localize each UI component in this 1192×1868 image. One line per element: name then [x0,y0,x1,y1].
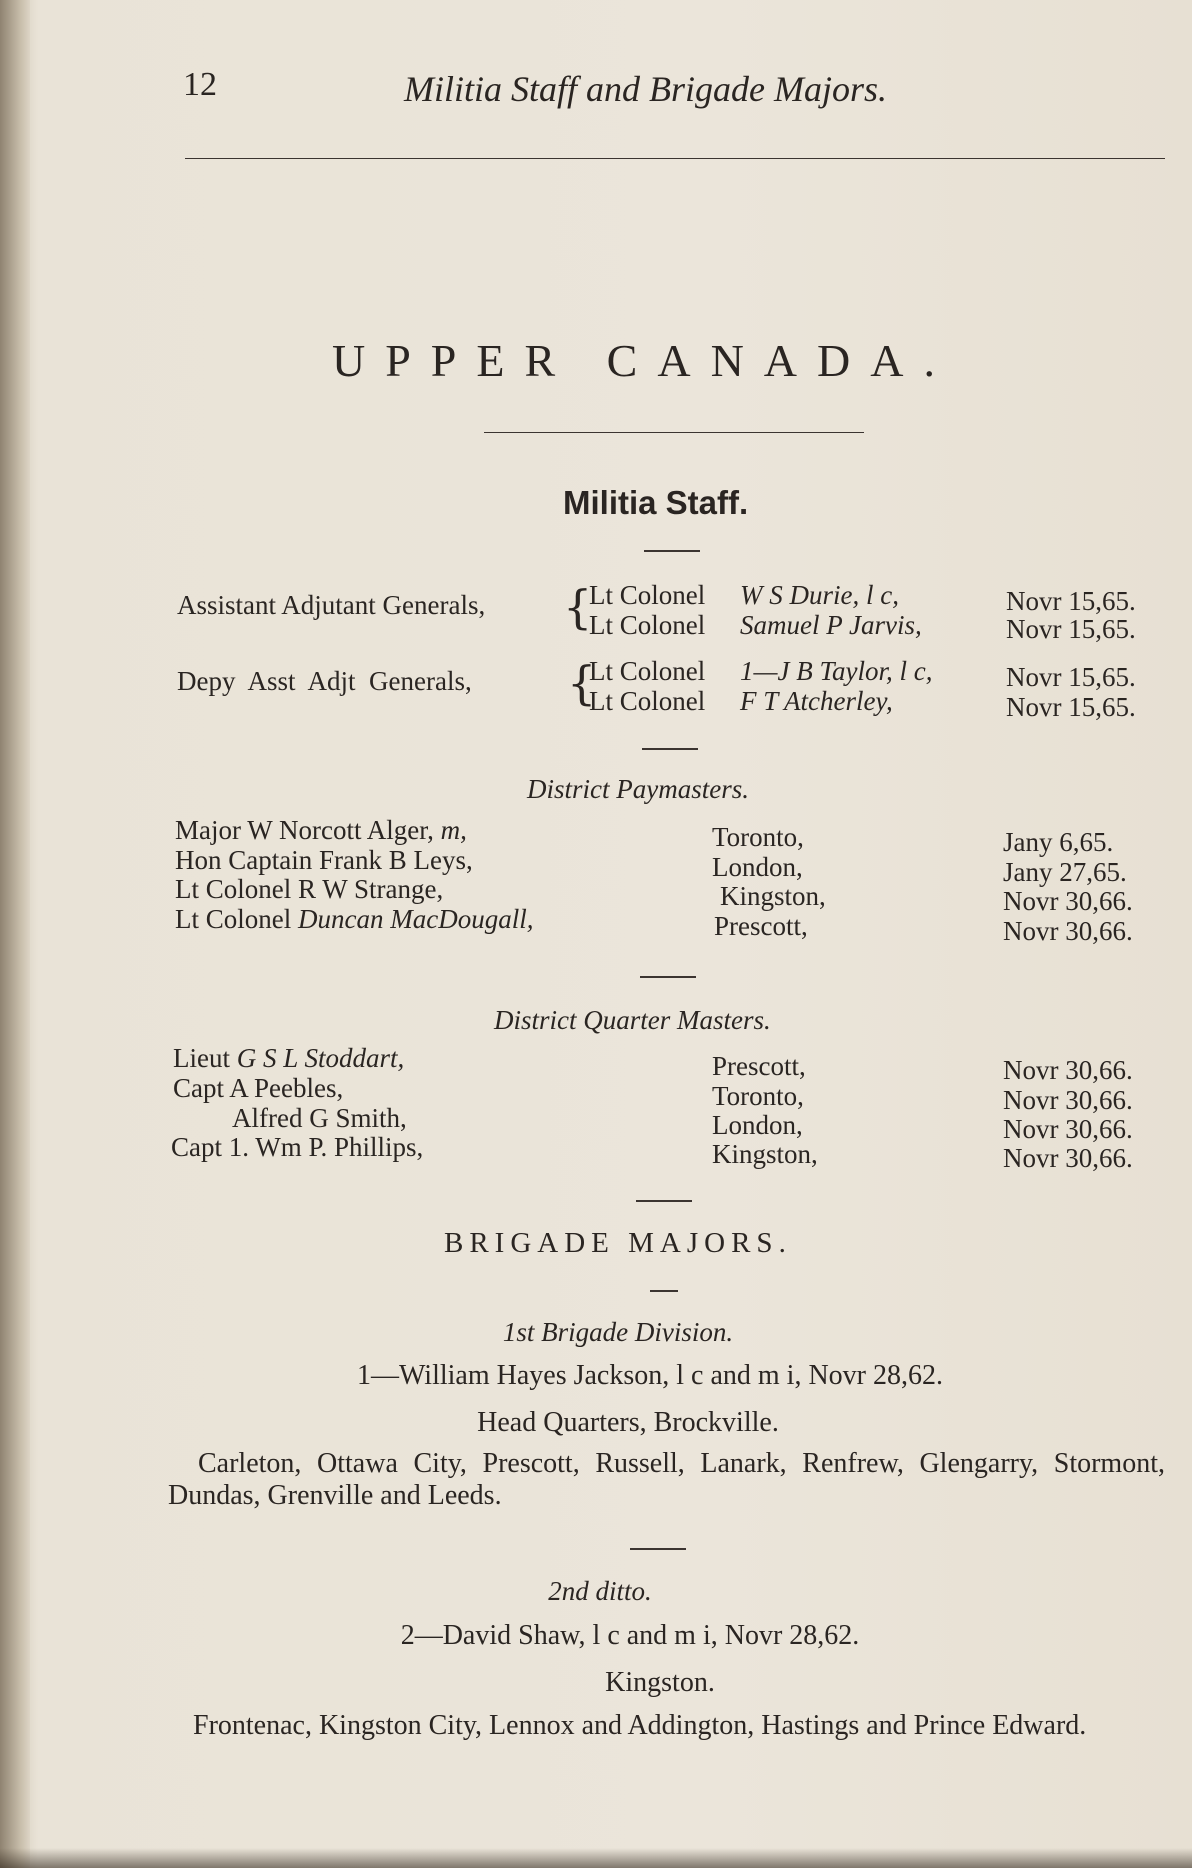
division-officer: 2—David Shaw, l c and m i, Novr 28,62. [400,1620,860,1651]
paymaster-name: Lt Colonel Duncan MacDougall, [175,904,534,934]
quarter-master-name: Alfred G Smith, [232,1103,407,1133]
quarter-master-place: London, [712,1110,803,1140]
quarter-master-date: Novr 30,66. [1003,1055,1133,1085]
role-label: Depy Asst Adjt Generals, [177,666,472,696]
quarter-master-place: Toronto, [712,1081,804,1111]
staff-rank: Lt Colonel [589,686,706,716]
role-label: Assistant Adjutant Generals, [177,590,486,620]
short-rule [642,748,698,750]
quarter-master-date: Novr 30,66. [1003,1085,1133,1115]
section-heading-paymasters: District Paymasters. [527,774,749,804]
staff-date: Novr 15,65. [1006,662,1136,692]
paymaster-place: Toronto, [712,822,804,852]
paymaster-date: Novr 30,66. [1003,886,1133,916]
page-edge-shadow [0,1848,1192,1868]
quarter-master-date: Novr 30,66. [1003,1143,1133,1173]
title-rule [484,432,864,433]
paymaster-name: Major W Norcott Alger, m, [175,815,467,845]
quarter-master-place: Kingston, [712,1139,818,1169]
quarter-master-name: Lieut G S L Stoddart, [173,1043,405,1073]
division-title: 1st Brigade Division. [502,1317,734,1347]
section-heading-militia-staff: Militia Staff. [563,484,749,521]
running-title: Militia Staff and Brigade Majors. [404,69,887,109]
quarter-master-name: Capt 1. Wm P. Phillips, [171,1132,424,1162]
quarter-master-date: Novr 30,66. [1003,1114,1133,1144]
brace: { [563,580,593,634]
section-heading-brigade-majors: BRIGADE MAJORS. [444,1227,792,1259]
paymaster-place: London, [712,852,803,882]
quarter-master-place: Prescott, [712,1051,806,1081]
section-heading-quarter-masters: District Quarter Masters. [494,1005,771,1035]
staff-rank: Lt Colonel [589,580,706,610]
short-rule [644,550,700,552]
short-rule [650,1290,678,1292]
staff-rank: Lt Colonel [589,656,706,686]
short-rule [636,1200,692,1202]
staff-date: Novr 15,65. [1006,586,1136,616]
staff-date: Novr 15,65. [1006,614,1136,644]
staff-date: Novr 15,65. [1006,692,1136,722]
staff-rank: Lt Colonel [589,610,706,640]
paymaster-date: Novr 30,66. [1003,916,1133,946]
short-rule [640,976,696,978]
staff-name: F T Atcherley, [740,686,893,716]
page-title: UPPER CANADA. [332,335,955,386]
header-rule [185,158,1165,159]
paymaster-name: Lt Colonel R W Strange, [175,874,444,904]
division-headquarters: Head Quarters, Brockville. [477,1407,779,1438]
paymaster-name: Hon Captain Frank B Leys, [175,845,473,875]
page-number: 12 [183,66,217,103]
division-headquarters: Kingston. [605,1667,715,1698]
short-rule [630,1548,686,1550]
paymaster-place: Kingston, [720,881,826,911]
division-counties: Carleton, Ottawa City, Prescott, Russell, Lanark, Renfrew, Glengarry, Stormont, Dundas, Grenville and Leeds. [168,1448,1165,1511]
division-counties: Frontenac, Kingston City, Lennox and Addington, Hastings and Prince Edward. [193,1710,1087,1741]
paymaster-date: Jany 6,65. [1003,827,1114,857]
paymaster-date: Jany 27,65. [1003,857,1127,887]
staff-name: 1—J B Taylor, l c, [740,656,933,686]
division-officer: 1—William Hayes Jackson, l c and m i, Novr 28,62. [357,1360,943,1391]
staff-name: Samuel P Jarvis, [740,610,922,640]
quarter-master-name: Capt A Peebles, [173,1073,344,1103]
staff-name: W S Durie, l c, [740,580,899,610]
paymaster-place: Prescott, [714,911,808,941]
brace: { [567,656,597,710]
book-spine [0,0,30,1868]
division-title: 2nd ditto. [548,1576,652,1606]
